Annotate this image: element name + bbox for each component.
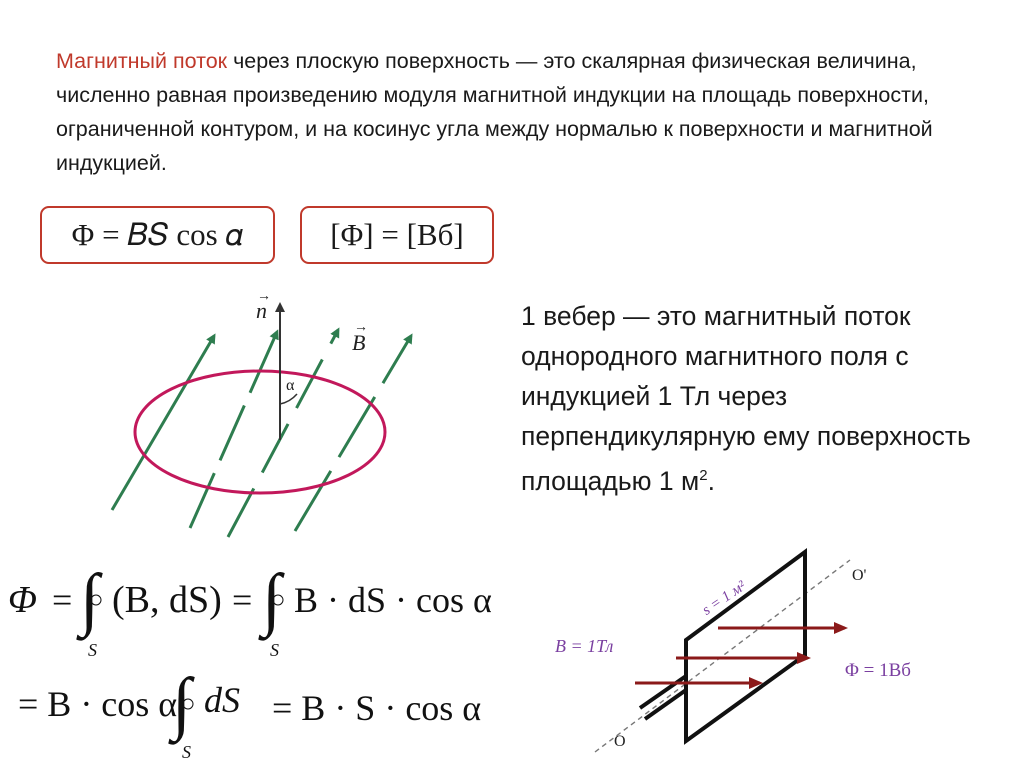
subscript-s-1: S — [88, 640, 97, 660]
flux-formula: Φ = 𝐵𝑆 cos 𝛼 — [71, 216, 244, 252]
axis-label-o: O — [614, 733, 626, 750]
integrand-2: dS — [204, 680, 240, 720]
eq-sign-2: = — [232, 580, 253, 620]
area-label: s = 1 м² — [699, 578, 749, 619]
vector-product: (B, dS) — [112, 579, 222, 621]
normal-label: n — [256, 298, 267, 323]
row2-result: = B · S · cos α — [272, 688, 482, 728]
definition-term: Магнитный поток — [56, 49, 228, 73]
weber-definition-tail: . — [707, 465, 715, 496]
integral-sign-3: ∫ — [172, 665, 192, 742]
frame-outline — [686, 552, 805, 741]
field-label: B — [352, 330, 366, 355]
frame-lead-2 — [645, 690, 686, 719]
eq-sign-1: = — [52, 580, 73, 620]
phi-label: Φ = 1Вб — [845, 660, 911, 681]
angle-label: α — [286, 377, 295, 394]
subscript-s-2: S — [270, 640, 279, 660]
field-vector-arrow: → — [354, 320, 368, 335]
frame-lead-1 — [640, 676, 686, 708]
b-label: B = 1Тл — [555, 636, 614, 656]
subscript-s-3: S — [182, 742, 191, 762]
integrand-1: B · dS · cos α — [294, 580, 492, 620]
flux-unit: [Φ] = [Вб] — [330, 217, 464, 252]
weber-definition-sup: 2 — [699, 467, 708, 484]
integral-sign-1: ∫ — [80, 561, 100, 638]
axis-label-o-prime: O' — [852, 567, 867, 584]
row2-lead: = B · cos α — [18, 684, 178, 724]
normal-vector-arrow: → — [257, 289, 271, 304]
weber-definition-text: 1 вебер — это магнитный поток однородного магнитного поля с индукцией 1 Тл через перпендикулярную ему поверхность площадью 1 м — [521, 301, 971, 496]
phi-symbol: Φ — [8, 579, 37, 621]
integral-sign-2: ∫ — [262, 561, 282, 638]
definition-text: через плоскую поверхность — это скалярная физическая величина, численно равная произведению модуля магнитной индукции на площадь поверхности, ограниченной контуром, и на косинус угла между нормалью к поверхности и магнитной индукцией. — [56, 49, 933, 175]
